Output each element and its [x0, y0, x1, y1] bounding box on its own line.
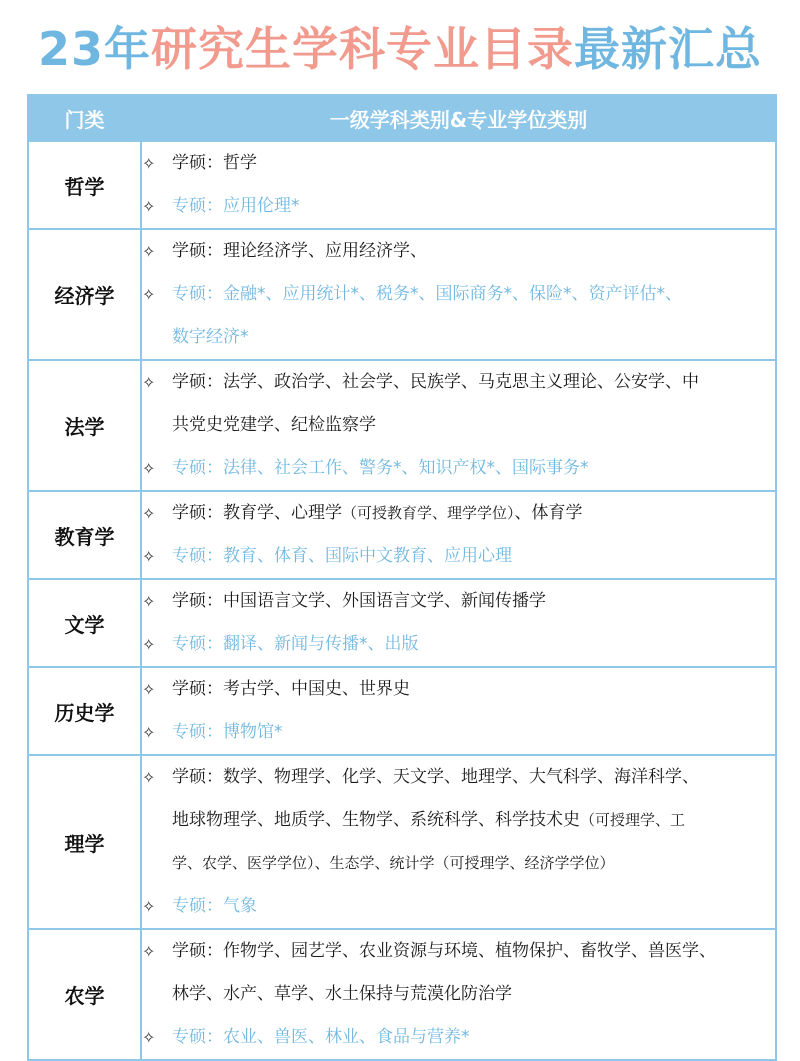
bullet-star-icon: ✧ — [142, 504, 156, 523]
bullet-star-icon: ✧ — [142, 459, 156, 478]
professional-line: ✧ 专硕：气象 — [142, 885, 775, 928]
professional-line: ✧ 专硕：应用伦理* — [142, 185, 775, 228]
table-row — [28, 755, 776, 929]
category-cell: 理学 — [28, 755, 141, 929]
bullet-star-icon: ✧ — [142, 680, 156, 699]
table-row — [28, 491, 776, 579]
professional-line: ✧ 专硕：翻译、新闻与传播*、出版 — [142, 623, 775, 666]
bullet-star-icon: ✧ — [142, 197, 156, 216]
category-cell: 文学 — [28, 579, 141, 667]
professional-line: ✧ 专硕：法律、社会工作、警务*、知识产权*、国际事务* — [142, 447, 775, 490]
page-title — [0, 0, 800, 92]
table-row — [28, 667, 776, 755]
header-category: 门类 — [28, 95, 141, 141]
bullet-star-icon: ✧ — [142, 942, 156, 961]
degree-note: （可授理学、工 — [580, 811, 686, 829]
professional-line: ✧ 专硕：教育、体育、国际中文教育、应用心理 — [142, 535, 775, 578]
bullet-star-icon: ✧ — [142, 592, 156, 611]
academic-line: ✧ 学硕：考古学、中国史、世界史 — [142, 668, 775, 711]
academic-line-cont — [142, 842, 775, 885]
category-cell: 历史学 — [28, 667, 141, 755]
table-row — [28, 579, 776, 667]
header-disciplines: 一级学科类别&专业学位类别 — [141, 95, 776, 141]
academic-line: ✧ 学硕：法学、政治学、社会学、民族学、马克思主义理论、公安学、中 — [142, 361, 775, 404]
disciplines-cell — [141, 755, 776, 929]
category-cell: 教育学 — [28, 491, 141, 579]
disciplines-cell — [141, 360, 776, 491]
bullet-star-icon: ✧ — [142, 897, 156, 916]
category-cell: 农学 — [28, 929, 141, 1060]
bullet-star-icon: ✧ — [142, 285, 156, 304]
category-cell: 经济学 — [28, 229, 141, 360]
bullet-star-icon: ✧ — [142, 373, 156, 392]
academic-line-cont: 共党史党建学、纪检监察学 — [172, 415, 376, 435]
category-cell: 法学 — [28, 360, 141, 491]
catalog-table — [27, 94, 777, 1061]
bullet-star-icon: ✧ — [142, 154, 156, 173]
table-row — [28, 929, 776, 1060]
academic-line: ✧ 学硕：数学、物理学、化学、天文学、地理学、大气科学、海洋科学、 — [142, 756, 775, 799]
degree-note: （可授教育学、理学学位） — [342, 504, 515, 522]
disciplines-cell — [141, 491, 776, 579]
table-row — [28, 360, 776, 491]
academic-line: ✧ 学硕：作物学、园艺学、农业资源与环境、植物保护、畜牧学、兽医学、 — [142, 930, 775, 973]
bullet-star-icon: ✧ — [142, 635, 156, 654]
table-header-row — [28, 95, 776, 141]
academic-line: ✧ 学硕：中国语言文学、外国语言文学、新闻传播学 — [142, 580, 775, 623]
table-row — [28, 141, 776, 229]
professional-line: ✧ 专硕：金融*、应用统计*、税务*、国际商务*、保险*、资产评估*、 — [142, 273, 775, 316]
disciplines-cell — [141, 141, 776, 229]
bullet-star-icon: ✧ — [142, 547, 156, 566]
disciplines-cell — [141, 667, 776, 755]
category-cell: 哲学 — [28, 141, 141, 229]
title-year: 23年 — [37, 22, 151, 76]
professional-line-cont: 数字经济* — [172, 327, 249, 347]
bullet-star-icon: ✧ — [142, 723, 156, 742]
academic-line: ✧ 学硕：教育学、心理学（可授教育学、理学学位）、体育学 — [142, 492, 775, 535]
bullet-star-icon: ✧ — [142, 242, 156, 261]
bullet-star-icon: ✧ — [142, 768, 156, 787]
professional-line: ✧ 专硕：博物馆* — [142, 711, 775, 754]
academic-line: ✧ 学硕：理论经济学、应用经济学、 — [142, 230, 775, 273]
degree-note: 学、农学、医学学位）、生态学、统计学（可授理学、经济学学位） — [172, 854, 615, 872]
title-main: 研究生学科专业目录 — [151, 22, 574, 76]
academic-line: ✧ 学硕：哲学 — [142, 142, 775, 185]
table-row — [28, 229, 776, 360]
professional-line: ✧ 专硕：农业、兽医、林业、食品与营养* — [142, 1016, 775, 1059]
title-tail: 最新汇总 — [574, 22, 762, 76]
disciplines-cell — [141, 229, 776, 360]
academic-line-cont: 林学、水产、草学、水土保持与荒漠化防治学 — [172, 984, 512, 1004]
disciplines-cell — [141, 929, 776, 1060]
academic-line-cont: 地球物理学、地质学、生物学、系统科学、科学技术史（可授理学、工 — [172, 810, 686, 830]
bullet-star-icon: ✧ — [142, 1028, 156, 1047]
disciplines-cell — [141, 579, 776, 667]
